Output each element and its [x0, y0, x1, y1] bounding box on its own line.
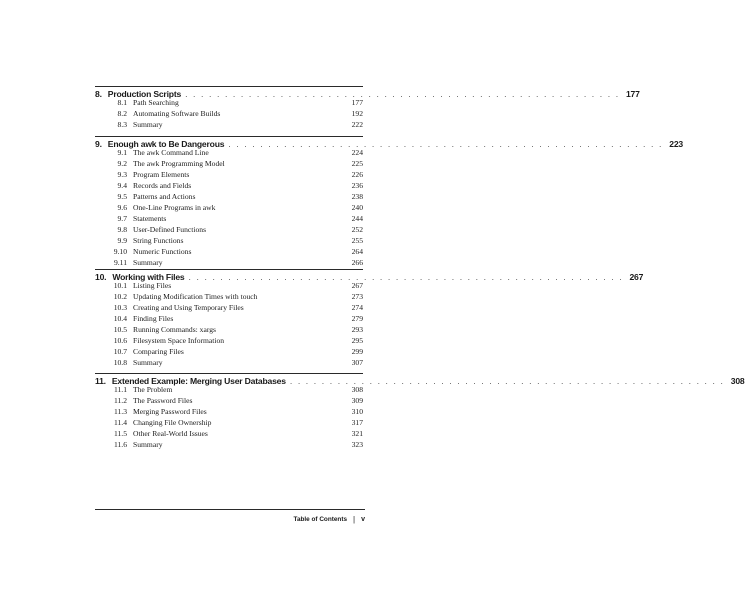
section-title: The awk Programming Model [133, 159, 225, 168]
page-footer [95, 513, 365, 525]
section-title: Records and Fields [133, 181, 192, 190]
chapter-number: 10. [95, 272, 107, 282]
section-number: 10.6 [113, 336, 127, 345]
section-entry [95, 428, 363, 439]
section-number: 8.2 [117, 109, 127, 118]
section-entry [95, 169, 363, 180]
section-entry [95, 108, 363, 119]
section-number: 9.8 [117, 225, 127, 234]
section-page: 295 [351, 336, 363, 345]
section-page: 266 [351, 258, 363, 267]
section-page: 317 [351, 418, 363, 427]
section-title: Merging Password Files [133, 407, 207, 416]
section-title: The Password Files [133, 396, 193, 405]
section-number: 10.3 [113, 303, 127, 312]
section-title: Updating Modification Times with touch [133, 292, 258, 301]
section-number: 9.1 [117, 148, 127, 157]
section-entry [95, 439, 363, 450]
chapter-number: 11. [95, 376, 106, 386]
section-title: Changing File Ownership [133, 418, 212, 427]
section-number: 9.6 [117, 203, 127, 212]
dot-leader: . . . . . . . . . . . . . . . . . . . . . . . . . . . . . . . . . . . . . . . . . . . . . . . . . . . . . . . [289, 376, 725, 386]
chapter-number: 9. [95, 139, 102, 149]
dot-leader: . . . . . . . . . . . . . . . . . . . . . . . . . . . . . . . . . . . . . . . . . . . . . . . . . . . . . . . [188, 272, 624, 282]
section-page: 273 [351, 292, 363, 301]
section-title: Running Commands: xargs [133, 325, 216, 334]
section-page: 244 [351, 214, 363, 223]
chapter-number: 8. [95, 89, 102, 99]
section-page: 240 [351, 203, 363, 212]
section-number: 9.11 [113, 258, 127, 267]
section-entry [95, 335, 363, 346]
section-page: 224 [351, 148, 363, 157]
section-page: 226 [351, 170, 363, 179]
section-page: 279 [351, 314, 363, 323]
footer-divider [95, 509, 365, 510]
section-number: 11.6 [113, 440, 127, 449]
section-number: 9.2 [117, 159, 127, 168]
section-number: 9.9 [117, 236, 127, 245]
section-title: Automating Software Builds [133, 109, 221, 118]
section-number: 10.2 [113, 292, 127, 301]
section-entry [95, 384, 363, 395]
section-entry [95, 191, 363, 202]
section-title: Path Searching [133, 98, 179, 107]
section-page: 252 [351, 225, 363, 234]
section-page: 177 [351, 98, 363, 107]
section-page: 293 [351, 325, 363, 334]
section-number: 11.3 [113, 407, 127, 416]
chapter-page: 267 [629, 272, 644, 282]
section-number: 10.5 [113, 325, 127, 334]
section-number: 10.8 [113, 358, 127, 367]
section-number: 11.1 [113, 385, 127, 394]
section-page: 222 [351, 120, 363, 129]
chapter-title: Extended Example: Merging User Databases [111, 376, 286, 386]
chapter-title: Working with Files [112, 272, 185, 282]
section-page: 307 [351, 358, 363, 367]
section-page: 267 [351, 281, 363, 290]
section-title: Summary [133, 258, 163, 267]
section-title: One-Line Programs in awk [133, 203, 216, 212]
section-entry [95, 346, 363, 357]
section-title: Other Real-World Issues [133, 429, 208, 438]
chapter-page: 177 [625, 89, 640, 99]
section-entry [95, 180, 363, 191]
section-number: 9.5 [117, 192, 127, 201]
section-page: 236 [351, 181, 363, 190]
section-page: 299 [351, 347, 363, 356]
section-entry [95, 313, 363, 324]
section-entry [95, 357, 363, 368]
section-page: 274 [351, 303, 363, 312]
footer-separator: | [353, 514, 356, 524]
chapter-title: Production Scripts [107, 89, 182, 99]
section-entry [95, 406, 363, 417]
section-title: Statements [133, 214, 167, 223]
chapter-page: 223 [669, 139, 683, 149]
section-entry [95, 147, 363, 158]
section-number: 11.4 [113, 418, 127, 427]
section-entry [95, 235, 363, 246]
section-page: 310 [351, 407, 363, 416]
section-title: Program Elements [133, 170, 190, 179]
section-page: 309 [351, 396, 363, 405]
dot-leader: . . . . . . . . . . . . . . . . . . . . . . . . . . . . . . . . . . . . . . . . . . . . . . . . . . . . . . . [185, 89, 620, 99]
section-number: 11.5 [113, 429, 127, 438]
section-entry [95, 213, 363, 224]
chapter-title: Enough awk to Be Dangerous [107, 139, 225, 149]
section-page: 308 [351, 385, 363, 394]
section-title: Patterns and Actions [133, 192, 196, 201]
section-title: Summary [133, 358, 163, 367]
section-entry [95, 417, 363, 428]
section-title: Numeric Functions [133, 247, 192, 256]
section-title: Listing Files [133, 281, 172, 290]
page-number: v [361, 515, 365, 523]
section-number: 8.1 [117, 98, 127, 107]
section-page: 321 [351, 429, 363, 438]
section-title: The awk Command Line [133, 148, 209, 157]
section-title: Finding Files [133, 314, 174, 323]
chapter-page: 308 [730, 376, 745, 386]
section-title: Summary [133, 440, 163, 449]
section-title: The Problem [133, 385, 173, 394]
section-number: 10.1 [113, 281, 127, 290]
section-entry [95, 280, 363, 291]
section-entry [95, 158, 363, 169]
section-entry [95, 224, 363, 235]
section-number: 10.7 [113, 347, 127, 356]
section-title: Filesystem Space Information [133, 336, 225, 345]
section-title: Summary [133, 120, 163, 129]
section-number: 9.4 [117, 181, 127, 190]
section-entry [95, 302, 363, 313]
section-entry [95, 246, 363, 257]
section-number: 11.2 [113, 396, 127, 405]
section-title: Comparing Files [133, 347, 184, 356]
section-title: User-Defined Functions [133, 225, 207, 234]
section-page: 264 [351, 247, 363, 256]
section-number: 9.3 [117, 170, 127, 179]
section-page: 225 [351, 159, 363, 168]
section-entry [95, 119, 363, 130]
section-entry [95, 291, 363, 302]
section-number: 9.10 [113, 247, 127, 256]
section-entry [95, 395, 363, 406]
dot-leader: . . . . . . . . . . . . . . . . . . . . . . . . . . . . . . . . . . . . . . . . . . . . . . . . . . . . . . . [228, 139, 663, 149]
section-number: 8.3 [117, 120, 127, 129]
section-entry [95, 202, 363, 213]
section-entry [95, 97, 363, 108]
section-page: 238 [351, 192, 363, 201]
section-page: 192 [351, 109, 363, 118]
section-entry [95, 324, 363, 335]
section-number: 9.7 [117, 214, 127, 223]
section-page: 255 [351, 236, 363, 245]
section-page: 323 [351, 440, 363, 449]
section-number: 10.4 [113, 314, 127, 323]
section-title: String Functions [133, 236, 184, 245]
section-entry [95, 257, 363, 268]
footer-label: Table of Contents [293, 515, 348, 523]
section-title: Creating and Using Temporary Files [133, 303, 244, 312]
